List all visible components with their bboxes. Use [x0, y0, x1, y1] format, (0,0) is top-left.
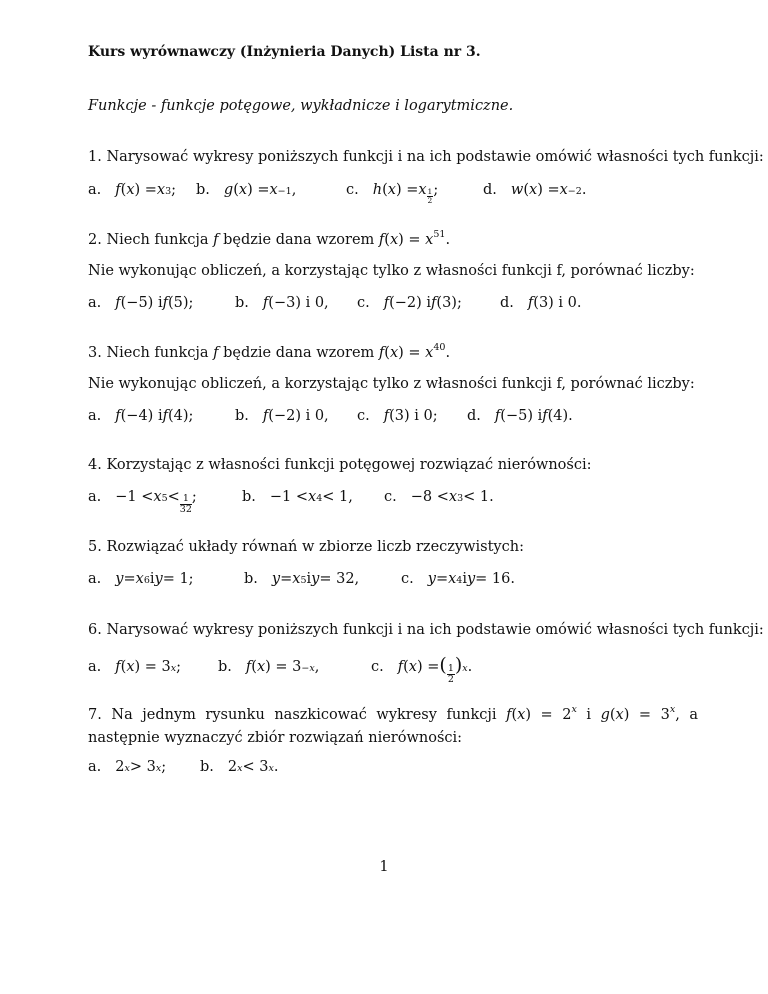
- exercise-4c: c. −8 < x 3 < 1.: [384, 489, 494, 505]
- item-label: c.: [357, 408, 370, 424]
- item-label: a.: [88, 489, 102, 505]
- exercise-4-text: 4. Korzystając z własności funkcji potęgowej rozwiązać nierówności:: [88, 457, 592, 473]
- item-label: b.: [196, 182, 210, 198]
- item-label: b.: [235, 408, 249, 424]
- exercise-4-items: [88, 489, 698, 515]
- exercise-7a: a. 2 x > 3 x ;: [88, 759, 167, 775]
- item-label: d.: [483, 182, 497, 198]
- exercise-5c: c. y = x 4 i y = 16.: [401, 571, 515, 587]
- item-label: a.: [88, 295, 102, 311]
- item-label: d.: [467, 408, 481, 424]
- exercise-7-text: 7. Na jednym rysunku naszkicować wykresy funkcji $f(x) = 2^x$ i $g(x) = 3^x$, a następnie wyznaczyć zbiór rozwiązań nierówności:: [88, 704, 699, 746]
- item-label: c.: [401, 571, 414, 587]
- exercise-3a: a. f (−4) i f (4);: [88, 408, 194, 424]
- exercise-2b: b. f (−3) i 0,: [235, 295, 329, 311]
- exercise-3-items: [88, 408, 698, 424]
- exercise-2-intro: 2. Niech funkcja f będzie dana wzorem $f(x) = x^{51}$.: [88, 229, 451, 248]
- exercise-1c: c. h ( x ) = x 1 2 ;: [346, 182, 439, 205]
- exercise-3d: d. f (−5) i f (4).: [467, 408, 573, 424]
- exercise-4b: b. −1 < x 4 < 1,: [242, 489, 353, 505]
- exercise-3-intro: 3. Niech funkcja f będzie dana wzorem $f(x) = x^{40}$.: [88, 342, 451, 361]
- document-subtitle: Funkcje - funkcje potęgowe, wykładnicze i logarytmiczne.: [88, 98, 514, 114]
- item-label: c.: [357, 295, 370, 311]
- item-label: b.: [235, 295, 249, 311]
- item-label: c.: [371, 659, 384, 675]
- exercise-3b: b. f (−2) i 0,: [235, 408, 329, 424]
- exercise-2a: a. f (−5) i f (5);: [88, 295, 194, 311]
- exercise-2d: d. f (3) i 0.: [500, 295, 582, 311]
- exercise-6a: a. f ( x ) = 3 x ;: [88, 659, 181, 675]
- item-label: a.: [88, 659, 102, 675]
- item-label: b.: [218, 659, 232, 675]
- item-label: a.: [88, 759, 102, 775]
- exercise-1a: a. f ( x ) = x 3 ;: [88, 182, 177, 198]
- exercise-5b: b. y = x 5 i y = 32,: [244, 571, 360, 587]
- exercise-2-items: [88, 295, 698, 311]
- exercise-7b: b. 2 x < 3 x .: [200, 759, 279, 775]
- exercise-7-items: [88, 759, 698, 775]
- exercise-5a: a. y = x 6 i y = 1;: [88, 571, 194, 587]
- exercise-1b: b. g ( x ) = x −1 ,: [196, 182, 297, 198]
- exercise-5-items: [88, 571, 698, 587]
- item-label: a.: [88, 571, 102, 587]
- document-title: Kurs wyrównawczy (Inżynieria Danych) Lista nr 3.: [88, 44, 481, 60]
- item-label: c.: [384, 489, 397, 505]
- item-label: c.: [346, 182, 359, 198]
- item-label: a.: [88, 182, 102, 198]
- exercise-4a: a. −1 < x 5 < 1 32 ;: [88, 489, 197, 515]
- item-label: b.: [242, 489, 256, 505]
- exercise-6-text: 6. Narysować wykresy poniższych funkcji i na ich podstawie omówić własności tych funkcji:: [88, 622, 764, 638]
- item-label: d.: [500, 295, 514, 311]
- exercise-3c: c. f (3) i 0;: [357, 408, 438, 424]
- exercise-5-text: 5. Rozwiązać układy równań w zbiorze liczb rzeczywistych:: [88, 539, 524, 555]
- exercise-1-text: 1. Narysować wykresy poniższych funkcji i na ich podstawie omówić własności tych funkcji:: [88, 149, 764, 165]
- exercise-2c: c. f (−2) i f (3);: [357, 295, 462, 311]
- exercise-3-text: Nie wykonując obliczeń, a korzystając tylko z własności funkcji f, porównać liczby:: [88, 376, 695, 392]
- item-label: b.: [244, 571, 258, 587]
- exercise-1-items: [88, 182, 698, 205]
- exercise-6c: c. f ( x ) = ( 1 2 ) x .: [371, 654, 473, 685]
- item-label: a.: [88, 408, 102, 424]
- exercise-2-text: Nie wykonując obliczeń, a korzystając tylko z własności funkcji f, porównać liczby:: [88, 263, 695, 279]
- exercise-6b: b. f ( x ) = 3 −x ,: [218, 659, 320, 675]
- item-label: b.: [200, 759, 214, 775]
- page-number: 1: [379, 859, 389, 875]
- exercise-1d: d. w ( x ) = x −2 .: [483, 182, 587, 198]
- exercise-6-items: [88, 654, 698, 685]
